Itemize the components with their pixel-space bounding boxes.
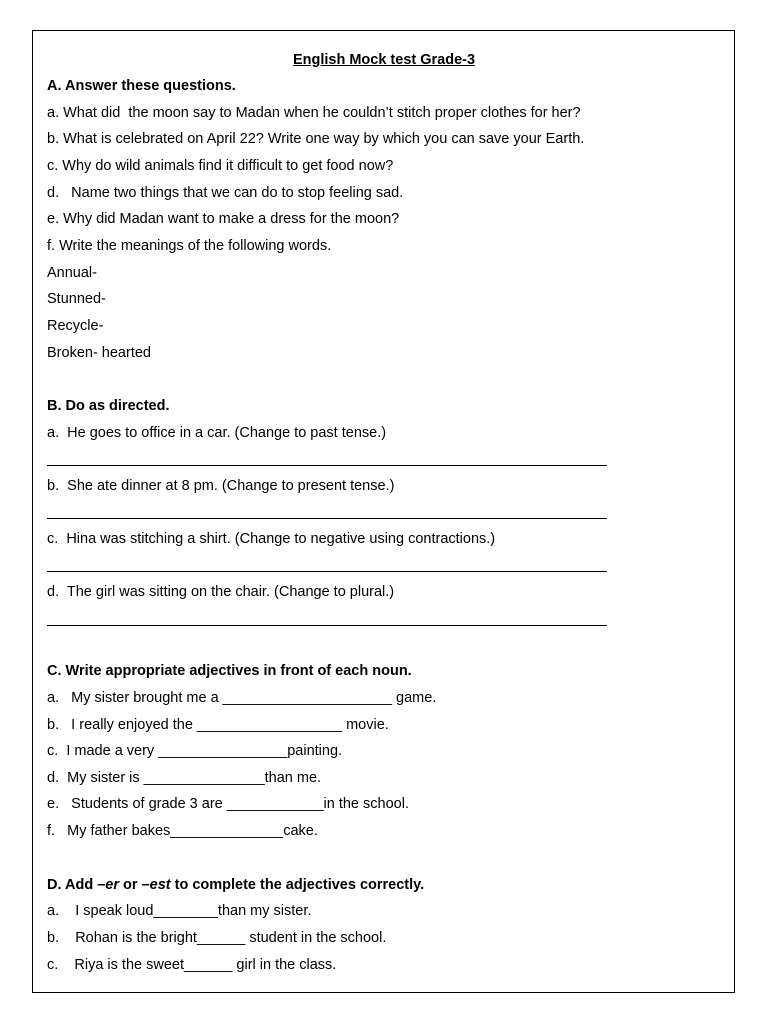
question-d: d. Name two things that we can do to stop feeling sad. — [47, 185, 404, 201]
section-a-heading: A. Answer these questions. — [47, 78, 236, 94]
suffix-est: –est — [141, 877, 171, 893]
section-c-heading: C. Write appropriate adjectives in front of each noun. — [47, 663, 412, 679]
answer-line — [47, 625, 607, 626]
adjective-c: c. I made a very ________________painting. — [47, 743, 343, 759]
section-d-heading — [47, 876, 424, 894]
adjective-b: b. I really enjoyed the __________________ movie. — [47, 717, 389, 733]
answer-line — [47, 465, 607, 466]
suffix-c: c. Riya is the sweet______ girl in the class. — [47, 957, 337, 973]
suffix-b: b. Rohan is the bright______ student in the school. — [47, 930, 387, 946]
suffix-er: –er — [97, 877, 119, 893]
directed-c: c. Hina was stitching a shirt. (Change to negative using contractions.) — [47, 531, 496, 547]
adjective-e: e. Students of grade 3 are ____________in the school. — [47, 796, 409, 812]
directed-a: a. He goes to office in a car. (Change to past tense.) — [47, 425, 387, 441]
directed-d: d. The girl was sitting on the chair. (Change to plural.) — [47, 584, 395, 600]
suffix-a: a. I speak loud________than my sister. — [47, 903, 312, 919]
word-broken-hearted: Broken- hearted — [47, 345, 151, 361]
word-stunned: Stunned- — [47, 291, 106, 307]
directed-b: b. She ate dinner at 8 pm. (Change to present tense.) — [47, 478, 395, 494]
adjective-a: a. My sister brought me a _____________________ game. — [47, 690, 437, 706]
question-b: b. What is celebrated on April 22? Write one way by which you can save your Earth. — [47, 131, 585, 147]
section-b-heading: B. Do as directed. — [47, 398, 170, 414]
adjective-d: d. My sister is _______________than me. — [47, 770, 322, 786]
question-a: a. What did the moon say to Madan when he couldn’t stitch proper clothes for her? — [47, 105, 581, 121]
word-annual: Annual- — [47, 265, 97, 281]
word-recycle: Recycle- — [47, 318, 104, 334]
heading-part: to complete the adjectives correctly. — [170, 877, 425, 893]
heading-part: or — [119, 877, 142, 893]
answer-line — [47, 518, 607, 519]
document-title: English Mock test Grade-3 — [292, 52, 476, 68]
heading-part: D. Add — [47, 877, 98, 893]
adjective-f: f. My father bakes______________cake. — [47, 823, 318, 839]
question-e: e. Why did Madan want to make a dress for the moon? — [47, 211, 400, 227]
answer-line — [47, 571, 607, 572]
question-c: c. Why do wild animals find it difficult to get food now? — [47, 158, 394, 174]
question-f: f. Write the meanings of the following words. — [47, 238, 332, 254]
